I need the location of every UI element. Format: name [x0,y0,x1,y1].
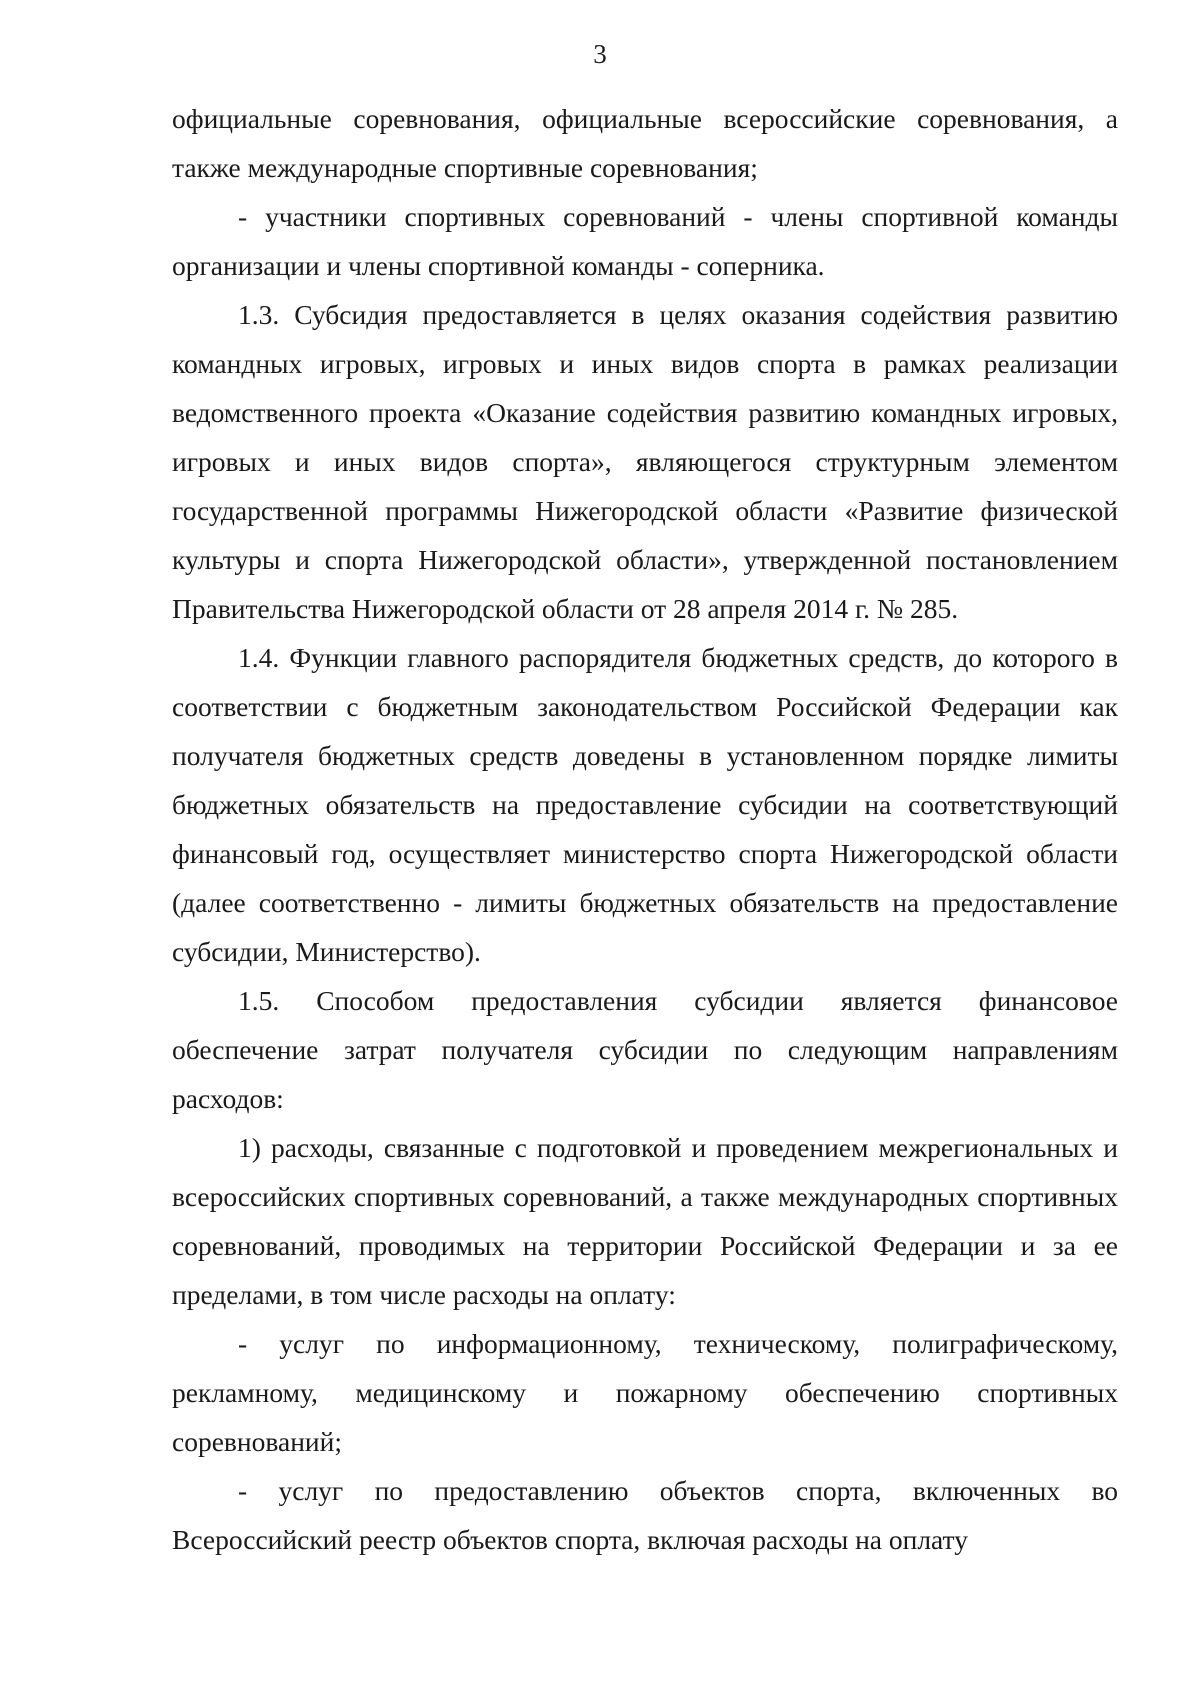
paragraph-services-facilities: - услуг по предоставлению объектов спорта, включенных во Всероссийский реестр объектов спорта, включая расходы на оплату [172,1475,1118,1555]
paragraph-1-4: 1.4. Функции главного распорядителя бюджетных средств, до которого в соответствии с бюджетным законодательством Российской Федерации как получателя бюджетных средств доведены в установленном порядке лимиты бюджетных обязательств на предоставление субсидии на соответствующий финансовый год, осуществляет министерство спорта Нижегородской области (далее соответственно - лимиты бюджетных обязательств на предоставление субсидии, Министерство). [172,642,1118,967]
paragraph-continuation: официальные соревнования, официальные всероссийские соревнования, а также международные спортивные соревнования; [172,103,1118,183]
paragraph-services-info: - услуг по информационному, техническому, полиграфическому, рекламному, медицинскому и пожарному обеспечению спортивных соревнований; [172,1328,1118,1457]
paragraph-1-3: 1.3. Субсидия предоставляется в целях оказания содействия развитию командных игровых, игровых и иных видов спорта в рамках реализации ведомственного проекта «Оказание содействия развитию командных игровых, игровых и иных видов спорта», являющегося структурным элементом государственной программы Нижегородской области «Развитие физической культуры и спорта Нижегородской области», утвержденной постановлением Правительства Нижегородской области от 28 апреля 2014 г. № 285. [172,299,1118,624]
paragraph-expenses-1: 1) расходы, связанные с подготовкой и проведением межрегиональных и всероссийских спортивных соревнований, а также международных спортивных соревнований, проводимых на территории Российской Федерации и за ее пределами, в том числе расходы на оплату: [172,1132,1118,1310]
paragraph-1-5: 1.5. Способом предоставления субсидии является финансовое обеспечение затрат получателя субсидии по следующим направлениям расходов: [172,985,1118,1114]
page-number: 3 [593,39,607,69]
paragraph-participants: - участники спортивных соревнований - члены спортивной команды организации и члены спортивной команды - соперника. [172,201,1118,281]
document-body [172,94,1118,1564]
